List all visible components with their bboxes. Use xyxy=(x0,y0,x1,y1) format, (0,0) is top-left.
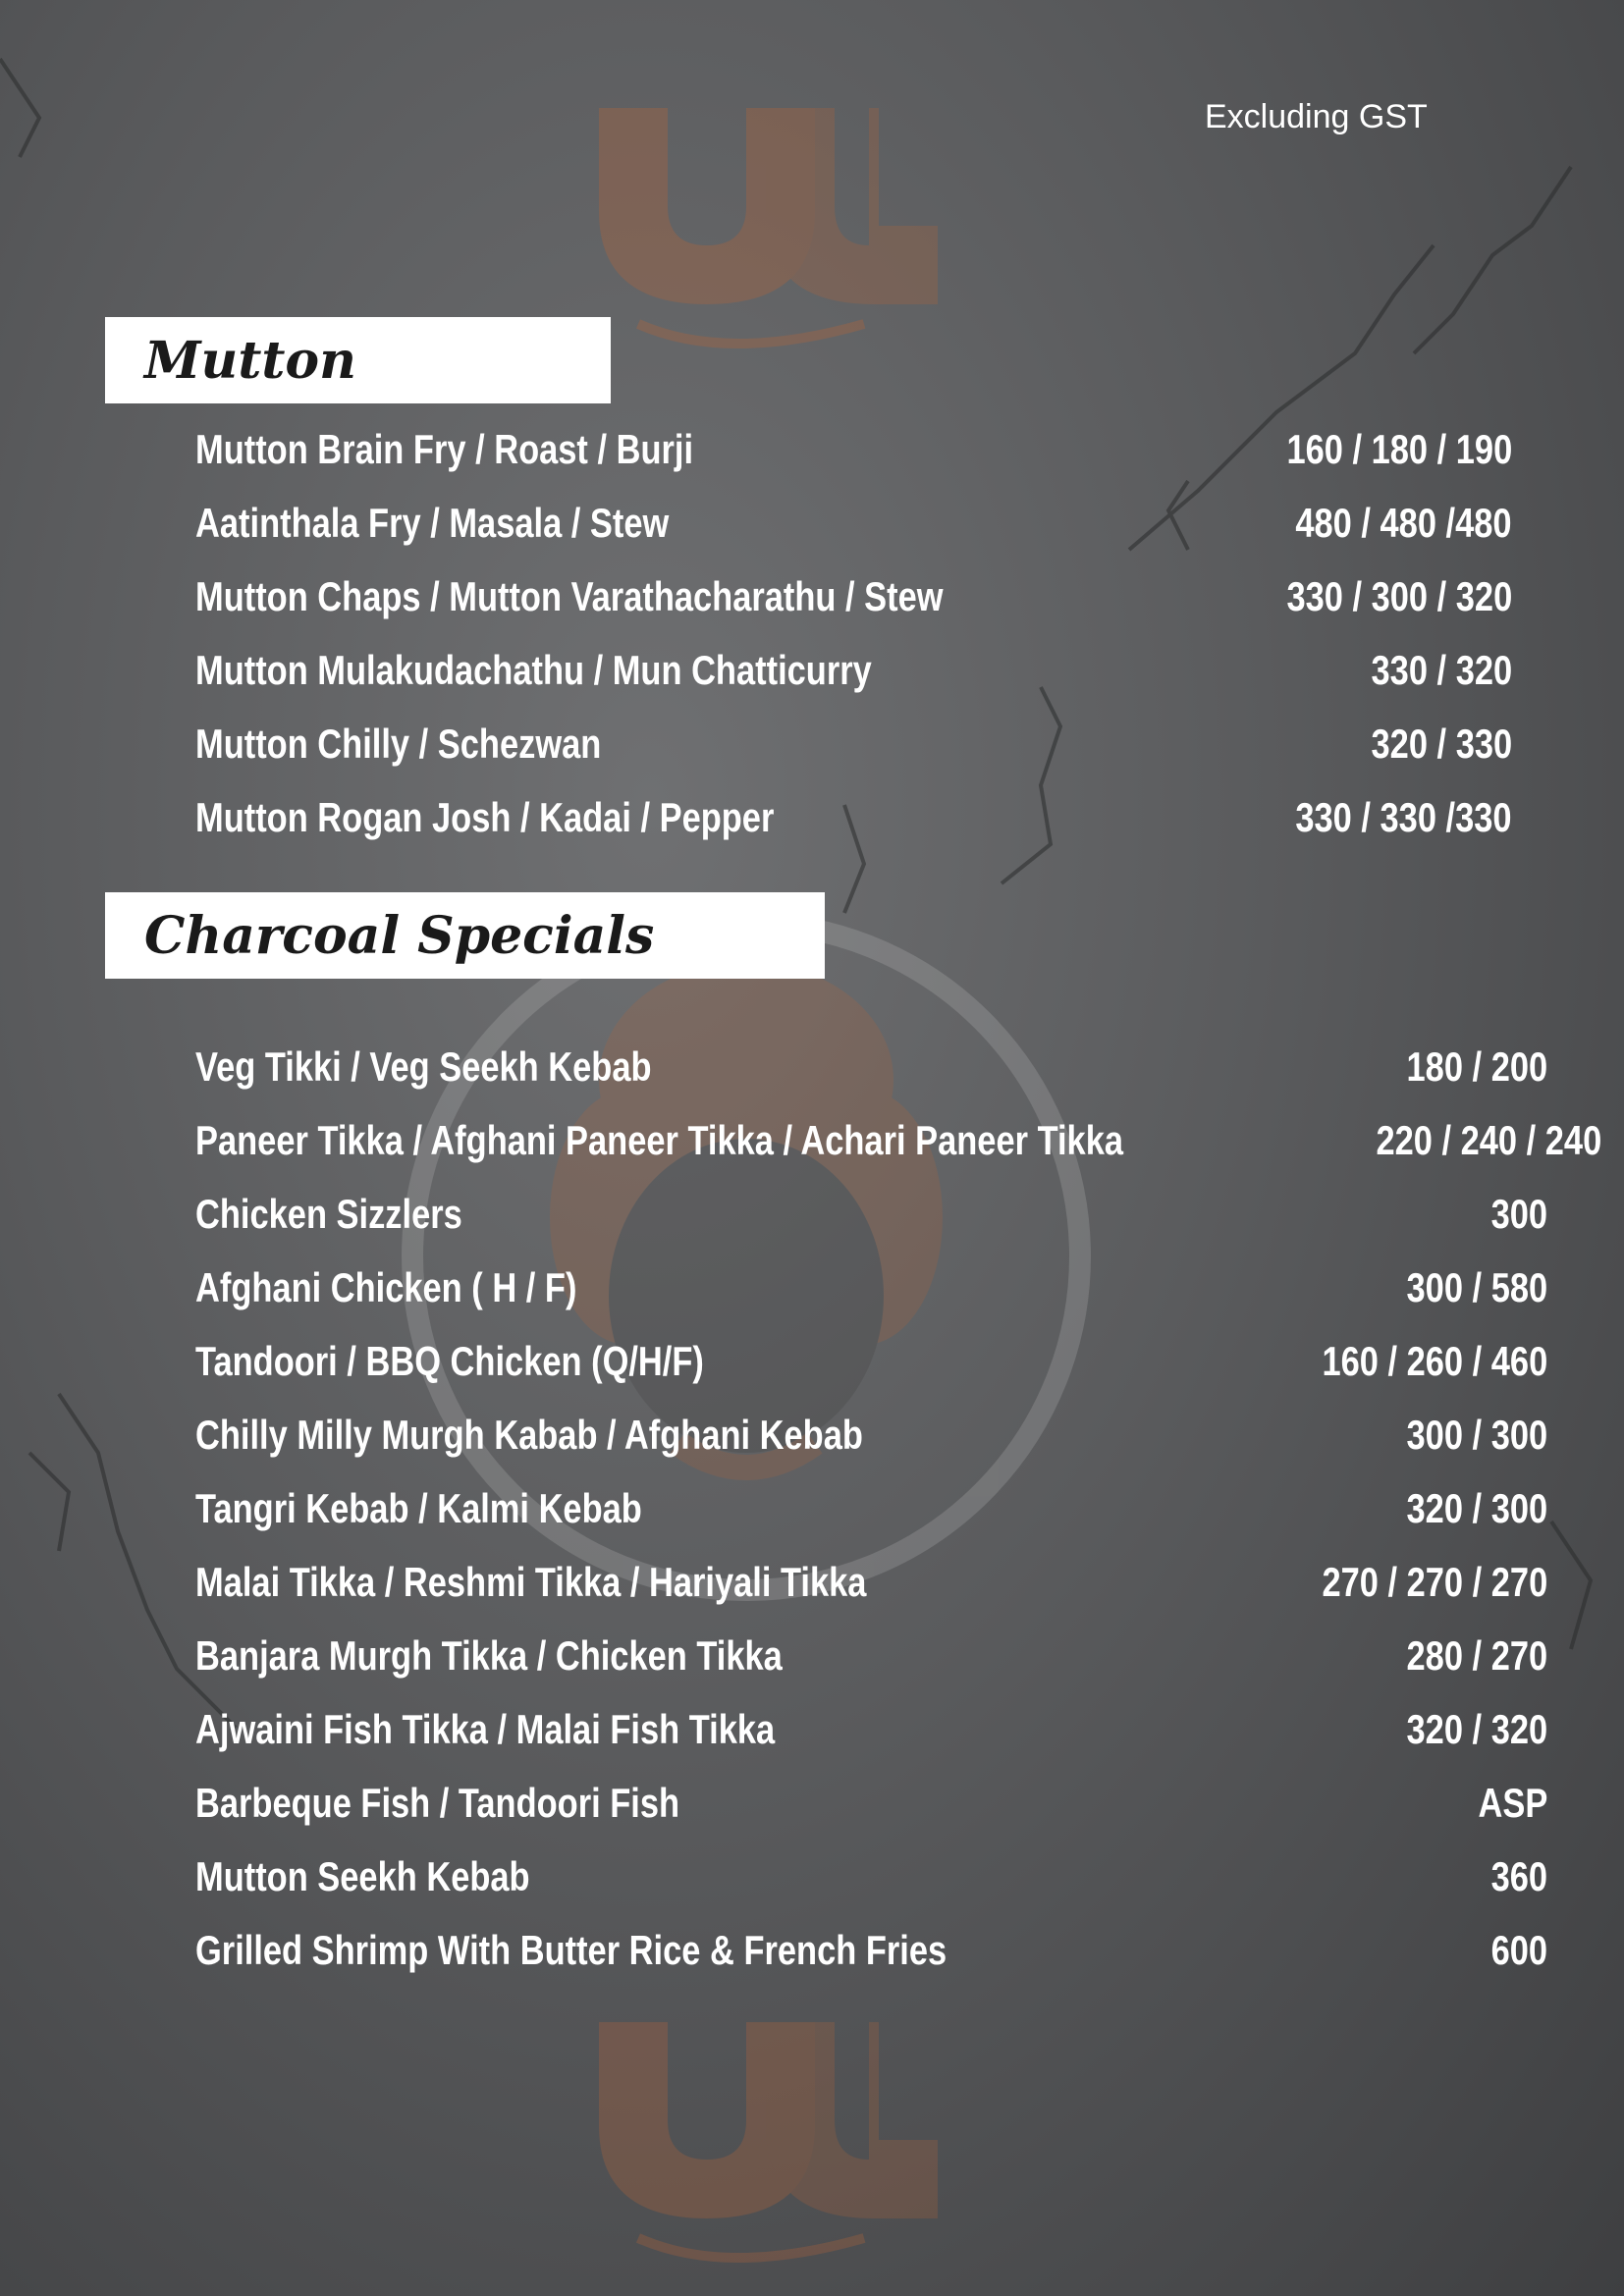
menu-item xyxy=(195,560,1512,633)
item-price: 320 / 330 xyxy=(1371,720,1512,767)
menu-item xyxy=(195,1398,1547,1471)
menu-item xyxy=(195,1545,1547,1619)
item-price: 320 / 300 xyxy=(1406,1484,1547,1531)
item-price: ASP xyxy=(1478,1779,1547,1826)
section-header-charcoal-specials xyxy=(105,892,825,979)
item-name: Tandoori / BBQ Chicken (Q/H/F) xyxy=(195,1337,704,1384)
item-name: Ajwaini Fish Tikka / Malai Fish Tikka xyxy=(195,1705,776,1752)
item-name: Mutton Chaps / Mutton Varathacharathu / Stew xyxy=(195,572,944,619)
menu-item xyxy=(195,780,1512,854)
menu-item xyxy=(195,1619,1547,1692)
excluding-gst-note: Excluding GST xyxy=(1205,98,1428,135)
item-name: Chicken Sizzlers xyxy=(195,1190,462,1237)
section-title: Charcoal Specials xyxy=(144,905,655,966)
item-price: 480 / 480 /480 xyxy=(1295,499,1512,546)
item-name: Barbeque Fish / Tandoori Fish xyxy=(195,1779,680,1826)
menu-item xyxy=(195,1840,1547,1913)
section-title: Mutton xyxy=(144,330,356,391)
menu-item xyxy=(195,633,1512,707)
menu-item xyxy=(195,1324,1547,1398)
item-name: Banjara Murgh Tikka / Chicken Tikka xyxy=(195,1631,783,1679)
item-price: 180 / 200 xyxy=(1406,1042,1547,1090)
item-price: 160 / 260 / 460 xyxy=(1322,1337,1547,1384)
menu-item xyxy=(195,707,1512,780)
item-name: Chilly Milly Murgh Kabab / Afghani Kebab xyxy=(195,1411,863,1458)
menu-item xyxy=(195,1471,1547,1545)
item-price: 360 xyxy=(1490,1852,1547,1899)
item-name: Aatinthala Fry / Masala / Stew xyxy=(195,499,670,546)
section-header-mutton xyxy=(105,317,611,403)
watermark-logo-bottom xyxy=(599,2022,938,2258)
item-name: Paneer Tikka / Afghani Paneer Tikka / Achari Paneer Tikka xyxy=(195,1116,1124,1163)
menu-item xyxy=(195,1177,1547,1251)
item-name: Mutton Mulakudachathu / Mun Chatticurry xyxy=(195,646,872,693)
item-price: 270 / 270 / 270 xyxy=(1322,1558,1547,1605)
menu-item xyxy=(195,1251,1547,1324)
item-name: Veg Tikki / Veg Seekh Kebab xyxy=(195,1042,652,1090)
item-price: 600 xyxy=(1490,1926,1547,1973)
item-price: 160 / 180 / 190 xyxy=(1286,425,1512,472)
item-name: Tangri Kebab / Kalmi Kebab xyxy=(195,1484,642,1531)
menu-item xyxy=(195,486,1512,560)
menu-item xyxy=(195,1103,1602,1177)
item-name: Mutton Brain Fry / Roast / Burji xyxy=(195,425,694,472)
item-price: 330 / 320 xyxy=(1371,646,1512,693)
item-name: Mutton Rogan Josh / Kadai / Pepper xyxy=(195,793,775,840)
menu-item xyxy=(195,412,1512,486)
item-name: Mutton Seekh Kebab xyxy=(195,1852,530,1899)
menu-item xyxy=(195,1030,1547,1103)
item-name: Afghani Chicken ( H / F) xyxy=(195,1263,577,1310)
item-price: 300 xyxy=(1490,1190,1547,1237)
menu-item xyxy=(195,1692,1547,1766)
item-price: 300 / 300 xyxy=(1406,1411,1547,1458)
item-price: 320 / 320 xyxy=(1406,1705,1547,1752)
item-name: Grilled Shrimp With Butter Rice & French Fries xyxy=(195,1926,947,1973)
watermark-logo-top xyxy=(599,108,938,344)
menu-item xyxy=(195,1913,1547,1987)
item-price: 300 / 580 xyxy=(1406,1263,1547,1310)
item-price: 330 / 300 / 320 xyxy=(1286,572,1512,619)
item-name: Malai Tikka / Reshmi Tikka / Hariyali Tikka xyxy=(195,1558,867,1605)
item-name: Mutton Chilly / Schezwan xyxy=(195,720,602,767)
menu-item xyxy=(195,1766,1547,1840)
item-price: 330 / 330 /330 xyxy=(1295,793,1512,840)
item-price: 220 / 240 / 240 xyxy=(1376,1116,1602,1163)
item-price: 280 / 270 xyxy=(1406,1631,1547,1679)
